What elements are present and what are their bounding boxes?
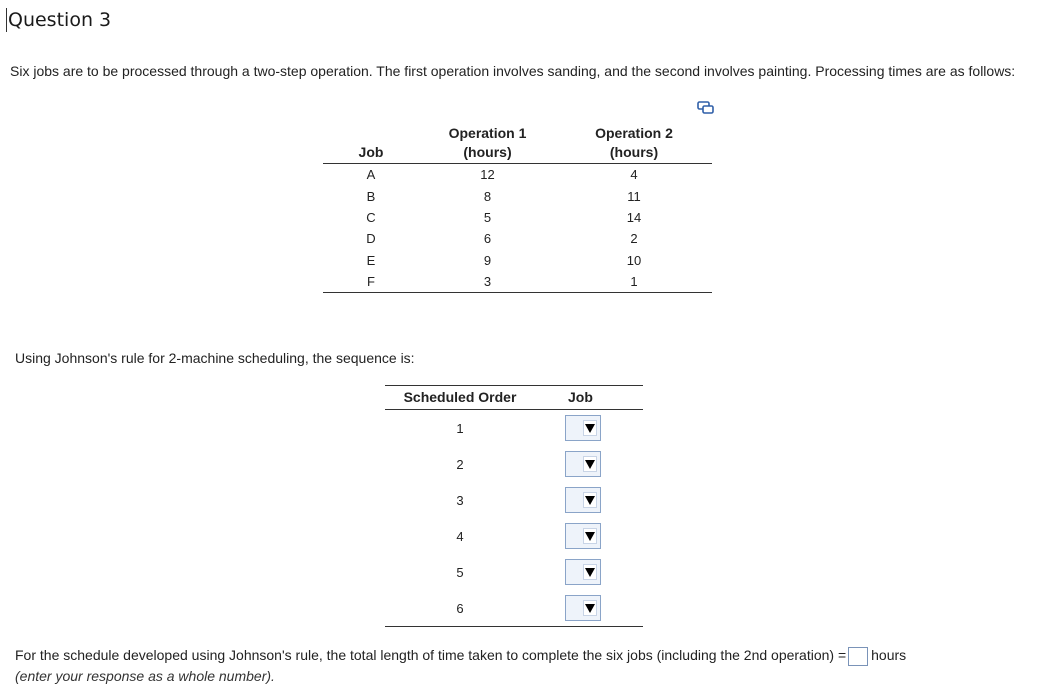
op1-cell: 6 bbox=[483, 231, 492, 247]
triangle-down-icon bbox=[585, 460, 595, 469]
triangle-down-icon bbox=[585, 604, 595, 613]
sequence-header-row bbox=[385, 386, 643, 410]
processing-times-table bbox=[323, 122, 712, 293]
table-row bbox=[385, 554, 643, 590]
header-op1-line1: Operation 1 bbox=[448, 125, 527, 141]
intro-text: Six jobs are to be processed through a two-step operation. The first operation involves sanding, and the second involves painting. Processing times are as follows: bbox=[10, 63, 1016, 79]
order-cell: 1 bbox=[456, 420, 464, 436]
response-hint: (enter your response as a whole number). bbox=[15, 668, 275, 684]
table-row bbox=[323, 228, 712, 249]
table-row bbox=[323, 271, 712, 293]
op1-cell: 8 bbox=[483, 188, 492, 204]
order-cell: 5 bbox=[456, 564, 464, 580]
op2-cell: 2 bbox=[630, 231, 638, 247]
job-select-cell bbox=[535, 446, 643, 482]
triangle-down-icon bbox=[585, 532, 595, 541]
sequence-prompt: Using Johnson's rule for 2-machine scheduling, the sequence is: bbox=[15, 350, 415, 366]
job-select-cell bbox=[535, 590, 643, 627]
table-row bbox=[323, 164, 712, 186]
job-dropdown[interactable] bbox=[565, 523, 601, 549]
total-time-text: For the schedule developed using Johnson's rule, the total length of time taken to complete the six jobs (including the 2nd operation) = bbox=[15, 647, 847, 663]
job-cell: E bbox=[366, 252, 376, 268]
header-job: Job bbox=[323, 122, 419, 164]
order-cell: 3 bbox=[456, 492, 464, 508]
table-row bbox=[385, 410, 643, 447]
total-time-unit: hours bbox=[871, 647, 907, 663]
order-cell: 2 bbox=[456, 456, 464, 472]
table-row bbox=[385, 482, 643, 518]
table-row bbox=[323, 250, 712, 271]
table-row bbox=[323, 185, 712, 206]
job-select-cell bbox=[535, 482, 643, 518]
job-select-cell bbox=[535, 554, 643, 590]
question-title: Question 3 bbox=[8, 9, 112, 31]
triangle-down-icon bbox=[585, 424, 595, 433]
header-op1-line2: (hours) bbox=[463, 144, 512, 160]
dropdown-arrow-box[interactable] bbox=[583, 456, 597, 472]
header-seq-job: Job bbox=[535, 386, 643, 410]
job-dropdown[interactable] bbox=[565, 487, 601, 513]
dropdown-arrow-box[interactable] bbox=[583, 600, 597, 616]
op1-cell: 5 bbox=[483, 209, 492, 225]
op1-cell: 9 bbox=[483, 252, 492, 268]
sequence-table bbox=[385, 385, 643, 627]
table-row bbox=[385, 518, 643, 554]
op2-cell: 10 bbox=[626, 252, 642, 268]
op2-cell: 14 bbox=[626, 209, 642, 225]
total-time-question bbox=[15, 645, 906, 666]
job-select-cell bbox=[535, 518, 643, 554]
job-select-cell bbox=[535, 410, 643, 447]
dropdown-arrow-box[interactable] bbox=[583, 528, 597, 544]
op2-cell: 1 bbox=[556, 271, 712, 293]
triangle-down-icon bbox=[585, 496, 595, 505]
op1-cell: 3 bbox=[419, 271, 556, 293]
header-op2-line1: Operation 2 bbox=[595, 125, 673, 141]
header-operation-1 bbox=[419, 122, 556, 164]
job-dropdown[interactable] bbox=[565, 595, 601, 621]
job-cell: F bbox=[323, 271, 419, 293]
times-header-row bbox=[323, 122, 712, 164]
table-row bbox=[323, 207, 712, 228]
op1-cell: 12 bbox=[480, 167, 495, 183]
order-cell: 6 bbox=[385, 590, 535, 627]
job-cell: B bbox=[366, 188, 376, 204]
header-operation-2 bbox=[556, 122, 712, 164]
table-row bbox=[385, 446, 643, 482]
job-cell: A bbox=[366, 167, 376, 183]
job-dropdown[interactable] bbox=[565, 415, 601, 441]
job-dropdown[interactable] bbox=[565, 451, 601, 477]
job-dropdown[interactable] bbox=[565, 559, 601, 585]
copy-icon[interactable] bbox=[697, 101, 715, 115]
dropdown-arrow-box[interactable] bbox=[583, 420, 597, 436]
job-cell: C bbox=[366, 209, 376, 225]
table-row bbox=[385, 590, 643, 627]
dropdown-arrow-box[interactable] bbox=[583, 564, 597, 580]
header-op2-line2: (hours) bbox=[609, 144, 659, 160]
order-cell: 4 bbox=[456, 528, 464, 544]
op2-cell: 4 bbox=[630, 167, 638, 183]
total-time-input[interactable] bbox=[848, 647, 868, 666]
job-cell: D bbox=[366, 231, 376, 247]
dropdown-arrow-box[interactable] bbox=[583, 492, 597, 508]
op2-cell: 11 bbox=[627, 188, 641, 204]
header-scheduled-order: Scheduled Order bbox=[385, 386, 535, 410]
triangle-down-icon bbox=[585, 568, 595, 577]
